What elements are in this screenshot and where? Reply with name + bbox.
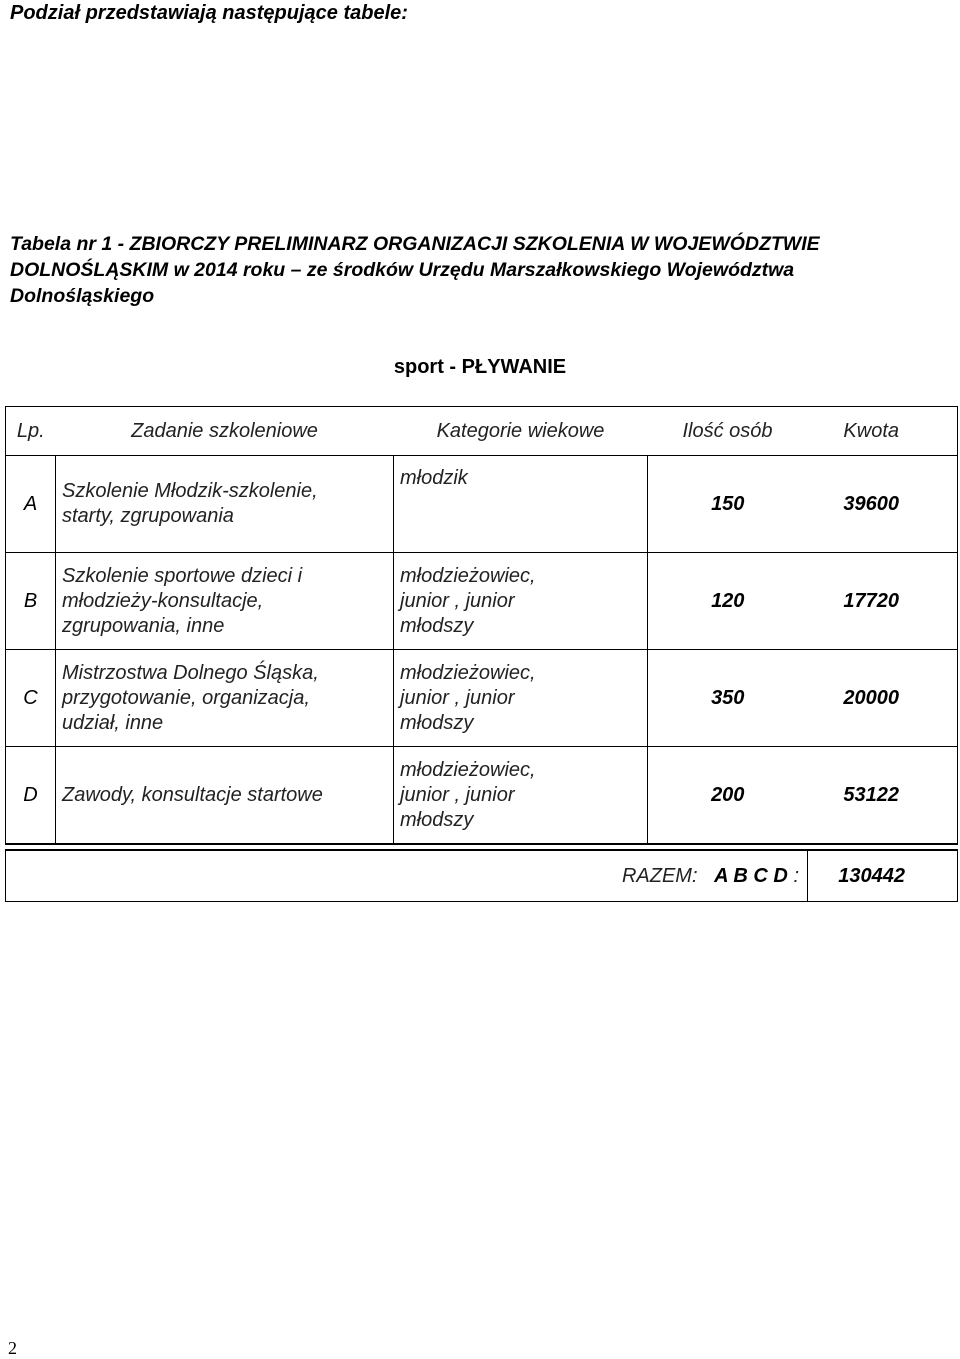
header-task: Zadanie szkoleniowe xyxy=(56,407,394,456)
row-lp: B xyxy=(6,553,56,650)
row-task-line: młodzieży-konsultacje, xyxy=(62,589,264,612)
row-category-line: młodzik xyxy=(400,467,468,489)
table-title xyxy=(10,231,940,309)
row-amount: 17720 xyxy=(808,553,958,650)
table-title-line-1: Tabela nr 1 - ZBIORCZY PRELIMINARZ ORGANIZACJI SZKOLENIA W WOJEWÓDZTWIE xyxy=(10,233,820,255)
row-lp: A xyxy=(6,456,56,553)
row-lp: C xyxy=(6,650,56,747)
table-title-line-3: Dolnośląskiego xyxy=(10,285,155,307)
table-row xyxy=(6,456,958,553)
row-category-line: młodszy xyxy=(400,808,474,831)
table-row xyxy=(6,747,958,845)
row-count: 350 xyxy=(648,650,808,747)
row-lp: D xyxy=(6,747,56,845)
row-category-line: młodzieżowiec, xyxy=(400,564,536,587)
row-task-line: starty, zgrupowania xyxy=(62,505,234,527)
row-amount: 20000 xyxy=(808,650,958,747)
header-count: Ilość osób xyxy=(648,407,808,456)
row-task-line: Zawody, konsultacje startowe xyxy=(62,783,323,806)
row-category xyxy=(394,553,648,650)
total-value: 130442 xyxy=(808,850,958,902)
table-header-row xyxy=(6,407,958,456)
row-count: 150 xyxy=(648,456,808,553)
row-task-line: przygotowanie, organizacja, xyxy=(62,686,310,709)
total-label xyxy=(6,850,808,902)
row-category xyxy=(394,747,648,845)
row-task xyxy=(56,456,394,553)
total-row xyxy=(6,850,958,902)
total-letters: A B C D xyxy=(714,864,788,887)
table-row xyxy=(6,553,958,650)
row-task-line: udział, inne xyxy=(62,711,164,734)
row-category xyxy=(394,456,648,553)
sport-label-text: sport - PŁYWANIE xyxy=(393,356,567,378)
row-category xyxy=(394,650,648,747)
table-title-line-2: DOLNOŚLĄSKIM w 2014 roku – ze środków Urzędu Marszałkowskiego Województwa xyxy=(10,259,795,281)
total-label-text: RAZEM: xyxy=(621,864,698,887)
row-task xyxy=(56,747,394,845)
sport-label xyxy=(0,354,960,380)
row-count: 200 xyxy=(648,747,808,845)
budget-table xyxy=(5,406,958,902)
row-task xyxy=(56,553,394,650)
header-amount: Kwota xyxy=(808,407,958,456)
row-category-line: młodzieżowiec, xyxy=(400,758,536,781)
row-category-line: młodszy xyxy=(400,614,474,637)
row-category-line: junior , junior xyxy=(400,589,515,612)
row-task-line: Mistrzostwa Dolnego Śląska, xyxy=(62,661,319,684)
page-number: 2 xyxy=(8,1338,17,1358)
row-category-line: młodszy xyxy=(400,711,474,734)
total-colon: : xyxy=(793,864,799,887)
row-task-line: Szkolenie sportowe dzieci i xyxy=(62,564,303,587)
table-row xyxy=(6,650,958,747)
row-category-line: młodzieżowiec, xyxy=(400,661,536,684)
row-category-line: junior , junior xyxy=(400,783,515,806)
row-amount: 39600 xyxy=(808,456,958,553)
header-category: Kategorie wiekowe xyxy=(394,407,648,456)
row-task-line: Szkolenie Młodzik-szkolenie, xyxy=(62,480,318,502)
header-lp: Lp. xyxy=(6,407,56,456)
row-task-line: zgrupowania, inne xyxy=(62,614,225,637)
row-amount: 53122 xyxy=(808,747,958,845)
row-category-line: junior , junior xyxy=(400,686,515,709)
page-heading: Podział przedstawiają następujące tabele: xyxy=(10,2,408,24)
row-count: 120 xyxy=(648,553,808,650)
row-task xyxy=(56,650,394,747)
